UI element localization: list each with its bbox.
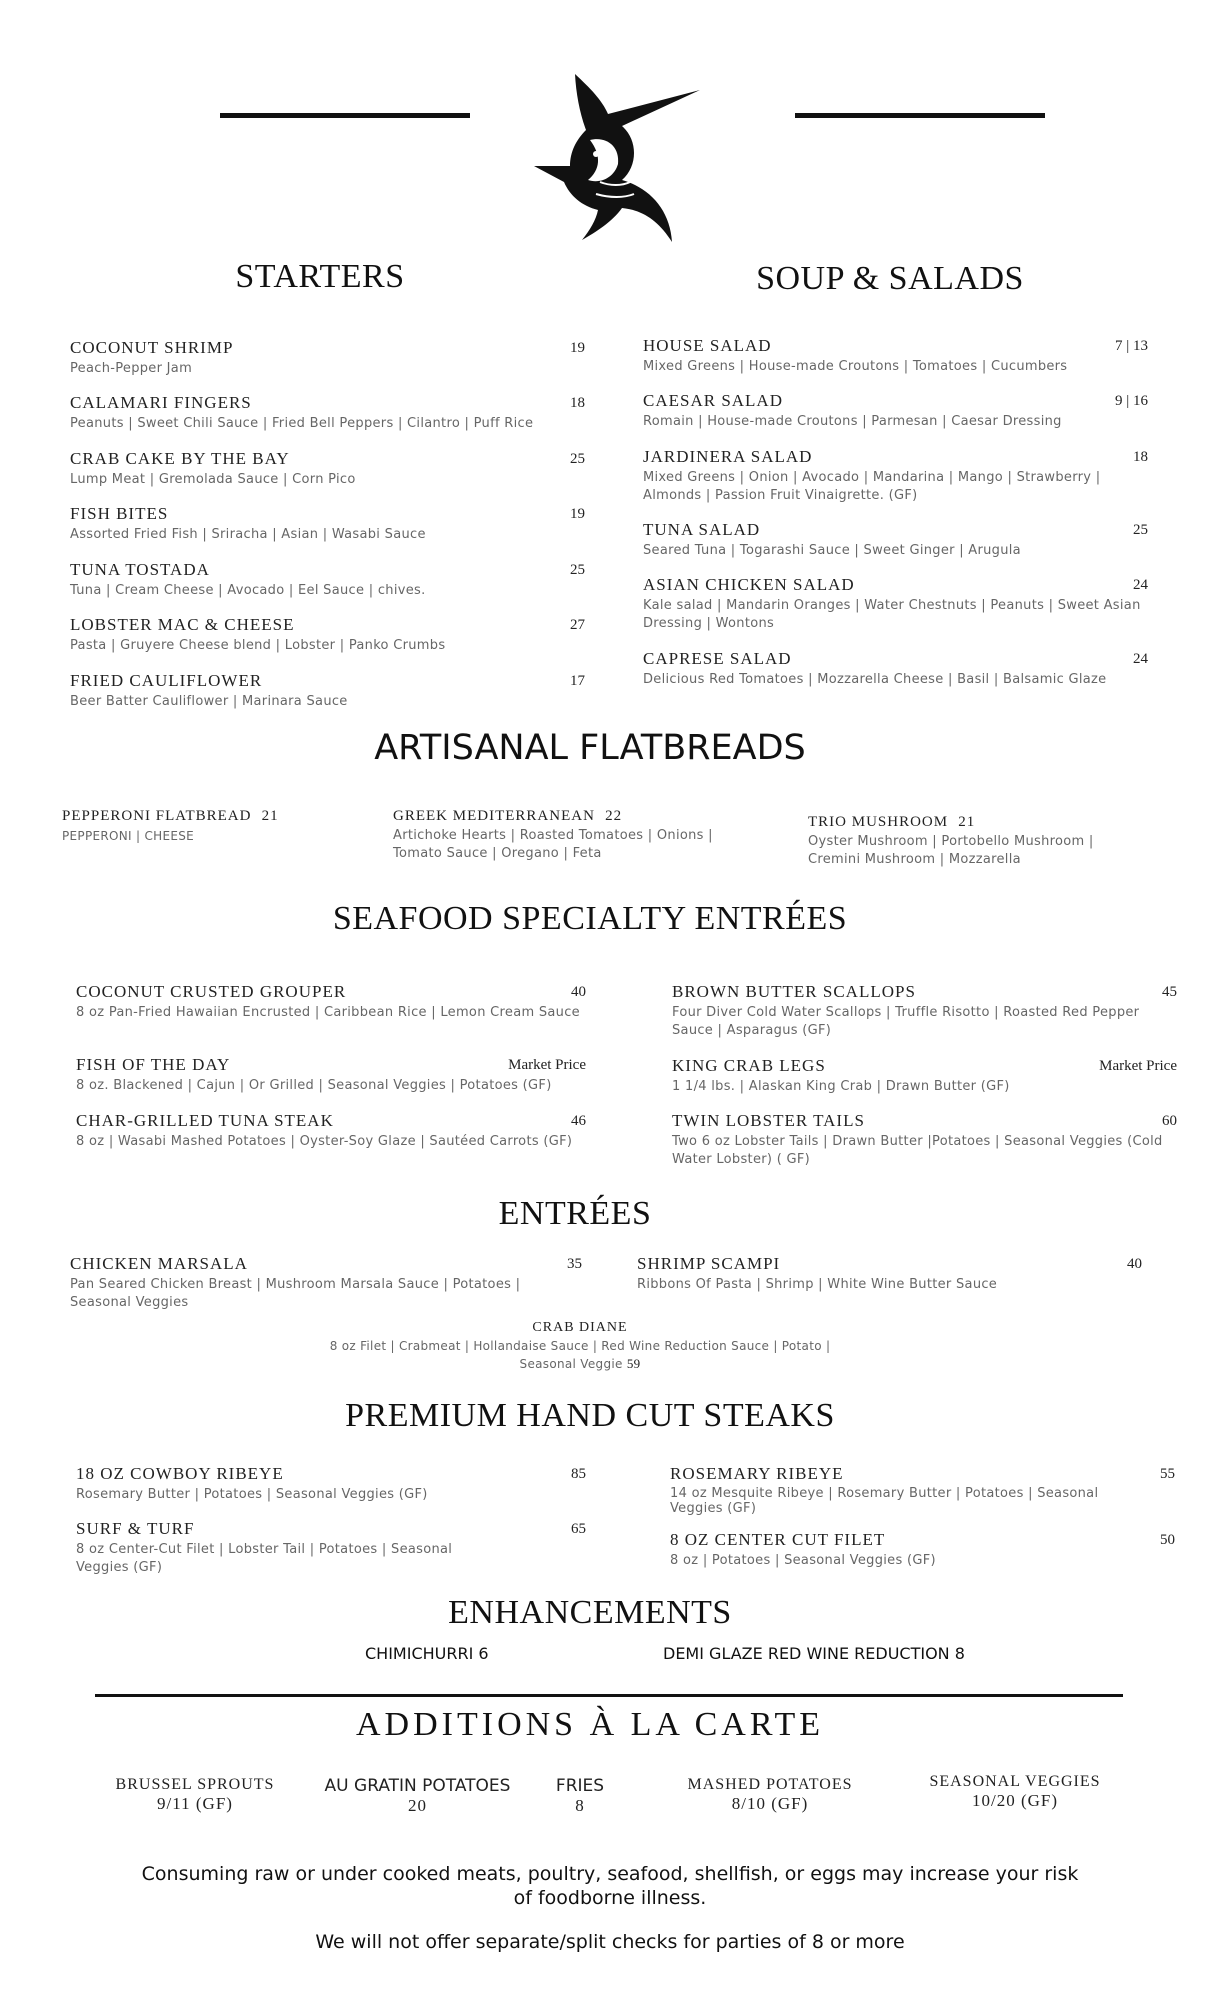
list-item: PEPPERONI FLATBREAD 21 PEPPERONI | CHEESE xyxy=(62,808,279,843)
list-item: LOBSTER MAC & CHEESE 27 Pasta | Gruyere Cheese blend | Lobster | Panko Crumbs xyxy=(70,615,585,653)
addition-item: AU GRATIN POTATOES 20 xyxy=(324,1776,511,1815)
soups-title: SOUP & SALADS xyxy=(756,260,1024,297)
list-item: JARDINERA SALAD 18 Mixed Greens | Onion | Avocado | Mandarina | Mango | Strawberry | Almonds | Passion Fruit Vinaigrette. (GF) xyxy=(643,447,1148,503)
list-item: CRAB DIANE 8 oz Filet | Crabmeat | Hollandaise Sauce | Red Wine Reduction Sauce | Potato | Seasonal Veggie 59 xyxy=(329,1320,831,1371)
list-item: SHRIMP SCAMPI 40 Ribbons Of Pasta | Shrimp | White Wine Butter Sauce xyxy=(637,1254,1142,1292)
list-item: CAPRESE SALAD 24 Delicious Red Tomatoes | Mozzarella Cheese | Basil | Balsamic Glaze xyxy=(643,649,1148,687)
list-item: HOUSE SALAD 7 | 13 Mixed Greens | House-made Croutons | Tomatoes | Cucumbers xyxy=(643,336,1148,374)
addition-item: BRUSSEL SPROUTS 9/11 (GF) xyxy=(115,1776,275,1813)
addition-item: SEASONAL VEGGIES 10/20 (GF) xyxy=(929,1773,1101,1810)
list-item: GREEK MEDITERRANEAN 22 Artichoke Hearts | Roasted Tomatoes | Onions | Tomato Sauce | Oregano | Feta xyxy=(393,808,713,861)
list-item: FISH BITES 19 Assorted Fried Fish | Sriracha | Asian | Wasabi Sauce xyxy=(70,504,585,542)
list-item: COCONUT CRUSTED GROUPER 40 8 oz Pan-Fried Hawaiian Encrusted | Caribbean Rice | Lemon Cream Sauce xyxy=(76,982,586,1020)
enhancement-chimichurri: CHIMICHURRI 6 xyxy=(365,1644,489,1663)
list-item: KING CRAB LEGS Market Price 1 1/4 lbs. | Alaskan King Crab | Drawn Butter (GF) xyxy=(672,1056,1177,1094)
list-item: 18 OZ COWBOY RIBEYE 85 Rosemary Butter | Potatoes | Seasonal Veggies (GF) xyxy=(76,1464,586,1502)
divider xyxy=(95,1694,1123,1697)
list-item: TUNA TOSTADA 25 Tuna | Cream Cheese | Avocado | Eel Sauce | chives. xyxy=(70,560,585,598)
list-item: CRAB CAKE BY THE BAY 25 Lump Meat | Gremolada Sauce | Corn Pico xyxy=(70,449,585,487)
flatbreads-title: ARTISANAL FLATBREADS xyxy=(374,728,806,768)
addition-item: FRIES 8 xyxy=(555,1776,605,1815)
list-item: ROSEMARY RIBEYE 55 14 oz Mesquite Ribeye | Rosemary Butter | Potatoes | Seasonal Veggies (GF) xyxy=(670,1464,1175,1516)
list-item: CAESAR SALAD 9 | 16 Romain | House-made Croutons | Parmesan | Caesar Dressing xyxy=(643,391,1148,429)
list-item: TRIO MUSHROOM 21 Oyster Mushroom | Portobello Mushroom | Cremini Mushroom | Mozzarella xyxy=(808,814,1094,867)
list-item: TUNA SALAD 25 Seared Tuna | Togarashi Sauce | Sweet Ginger | Arugula xyxy=(643,520,1148,558)
starters-title: STARTERS xyxy=(235,258,405,295)
food-safety-note: Consuming raw or under cooked meats, poultry, seafood, shellfish, or eggs may increase your risk of foodborne illness. xyxy=(141,1863,1079,1909)
header-rule-left xyxy=(220,113,470,118)
steaks-title: PREMIUM HAND CUT STEAKS xyxy=(345,1397,835,1434)
list-item: BROWN BUTTER SCALLOPS 45 Four Diver Cold Water Scallops | Truffle Risotto | Roasted Red Pepper Sauce | Asparagus (GF) xyxy=(672,982,1177,1038)
list-item: 8 OZ CENTER CUT FILET 50 8 oz | Potatoes | Seasonal Veggies (GF) xyxy=(670,1530,1175,1568)
seafood-title: SEAFOOD SPECIALTY ENTRÉES xyxy=(332,900,848,937)
additions-title: ADDITIONS À LA CARTE xyxy=(356,1706,824,1743)
list-item: FRIED CAULIFLOWER 17 Beer Batter Cauliflower | Marinara Sauce xyxy=(70,671,585,709)
list-item: ASIAN CHICKEN SALAD 24 Kale salad | Mandarin Oranges | Water Chestnuts | Peanuts | Sweet Asian Dressing | Wontons xyxy=(643,575,1148,631)
enhancements-title: ENHANCEMENTS xyxy=(448,1594,732,1631)
list-item: CHICKEN MARSALA 35 Pan Seared Chicken Breast | Mushroom Marsala Sauce | Potatoes | Seasonal Veggies xyxy=(70,1254,582,1310)
list-item: COCONUT SHRIMP 19 Peach-Pepper Jam xyxy=(70,338,585,376)
list-item: FISH OF THE DAY Market Price 8 oz. Blackened | Cajun | Or Grilled | Seasonal Veggies | Potatoes (GF) xyxy=(76,1055,586,1093)
split-check-note: We will not offer separate/split checks for parties of 8 or more xyxy=(315,1931,905,1953)
addition-item: MASHED POTATOES 8/10 (GF) xyxy=(687,1776,853,1813)
list-item: CHAR-GRILLED TUNA STEAK 46 8 oz | Wasabi Mashed Potatoes | Oyster-Soy Glaze | Sautéed Carrots (GF) xyxy=(76,1111,586,1149)
list-item: CALAMARI FINGERS 18 Peanuts | Sweet Chili Sauce | Fried Bell Peppers | Cilantro | Puff Rice xyxy=(70,393,585,431)
entrees-title: ENTRÉES xyxy=(498,1195,652,1232)
enhancement-demi-glaze: DEMI GLAZE RED WINE REDUCTION 8 xyxy=(663,1644,965,1663)
list-item: TWIN LOBSTER TAILS 60 Two 6 oz Lobster Tails | Drawn Butter |Potatoes | Seasonal Veggies (Cold Water Lobster) ( GF) xyxy=(672,1111,1177,1167)
marlin-fish-icon xyxy=(530,70,710,250)
header-rule-right xyxy=(795,113,1045,118)
list-item: SURF & TURF 65 8 oz Center-Cut Filet | Lobster Tail | Potatoes | Seasonal Veggies (GF) xyxy=(76,1519,586,1575)
